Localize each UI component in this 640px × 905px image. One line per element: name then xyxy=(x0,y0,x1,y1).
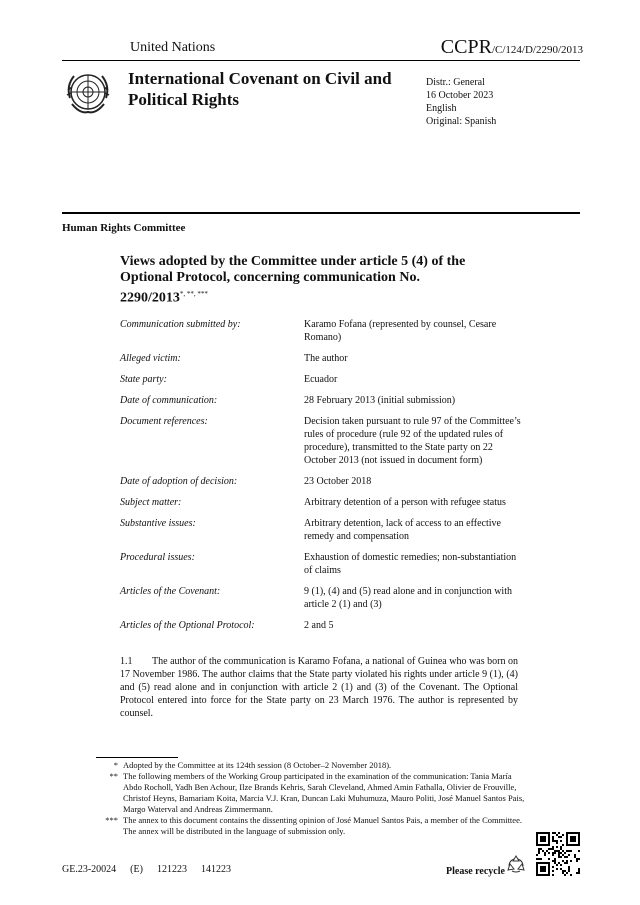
metadata-label: Substantive issues: xyxy=(120,518,196,529)
language: English xyxy=(426,103,457,114)
recycle-text: Please recycle xyxy=(446,866,505,877)
metadata-value: Decision taken pursuant to rule 97 of the Committee’s rules of procedure (rule 92 of the updated rules of procedure), transmitted to the State party on 22 October 2013 (not issued in document form) xyxy=(304,416,521,466)
metadata-label: Date of communication: xyxy=(120,395,218,406)
metadata-row xyxy=(120,496,530,509)
metadata-label: Alleged victim: xyxy=(120,353,181,364)
doc-number: GE.23-20024 xyxy=(62,864,117,875)
footnote-mark: ** xyxy=(109,771,118,781)
committee-name: Human Rights Committee xyxy=(62,222,186,234)
paragraph-text: The author of the communication is Karamo Fofana, a national of Guinea who was born on 17 November 1986. The author claims that the State party violated his rights under article 9 (1), (4) and (5) read alone and in conjunction with article 2 (1) and (3) of the Covenant. The Optional Protocol entered into force for the State party on 23 March 1976. The author is represented by counsel. xyxy=(120,656,518,719)
doc-lang: (E) xyxy=(130,864,143,875)
metadata-label: Articles of the Optional Protocol: xyxy=(120,620,255,631)
metadata-row xyxy=(120,415,530,467)
metadata-value: Exhaustion of domestic remedies; non-substantiation of claims xyxy=(304,552,517,576)
paragraph-1-1 xyxy=(120,655,518,720)
views-title-text: Views adopted by the Committee under article 5 (4) of the Optional Protocol, concerning communication No. 2290/2013 xyxy=(120,254,466,306)
metadata-value: 9 (1), (4) and (5) read alone and in conjunction with article 2 (1) and (3) xyxy=(304,586,512,610)
symbol-rest: /C/124/D/2290/2013 xyxy=(491,44,583,56)
metadata-table xyxy=(120,318,530,640)
metadata-label: Articles of the Covenant: xyxy=(120,586,221,597)
metadata-value: 23 October 2018 xyxy=(304,476,372,487)
metadata-value: Arbitrary detention, lack of access to an effective remedy and compensation xyxy=(304,518,501,542)
metadata-row xyxy=(120,551,530,577)
footnotes xyxy=(96,760,526,837)
doc-code-1: 121223 xyxy=(156,864,187,875)
metadata-label: Document references: xyxy=(120,416,208,427)
symbol-main: CCPR xyxy=(440,36,492,58)
metadata-row xyxy=(120,517,530,543)
metadata-row xyxy=(120,475,530,488)
footnote-text: The annex to this document contains the dissenting opinion of José Manuel Santos Pais, a member of the Committee. The annex will be distributed in the language of submission only. xyxy=(123,815,522,836)
footnote xyxy=(96,771,526,815)
paragraph-number: 1.1 xyxy=(120,656,133,667)
distribution: Distr.: General xyxy=(426,77,485,88)
metadata-row xyxy=(120,394,530,407)
metadata-label: Communication submitted by: xyxy=(120,319,241,330)
footnote xyxy=(96,760,526,771)
footnote-text: Adopted by the Committee at its 124th session (8 October–2 November 2018). xyxy=(123,760,392,770)
views-title xyxy=(120,254,470,307)
document-symbol xyxy=(441,36,583,59)
original-language: Original: Spanish xyxy=(426,116,497,127)
footnote-mark: * xyxy=(113,760,118,770)
metadata-row xyxy=(120,373,530,386)
footnote-text: The following members of the Working Group participated in the examination of the communication: Tania María Abdo Rocholl, Yadh Ben Achour, Ilze Brands Kehris, Sarah Cleveland, Ahmed Amin Fathalla, Olivier de Frouville, Christof Heyns, Bamariam Koita, Marcia V.J. Kran, Duncan Laki Muhumuza, Mauro Politi, José Manuel Santos Pais, Margo Waterval and Andreas Zimmermann. xyxy=(123,771,525,814)
metadata-value: Arbitrary detention of a person with refugee status xyxy=(304,497,506,508)
metadata-value: 28 February 2013 (initial submission) xyxy=(304,395,456,406)
footnote-separator xyxy=(96,757,178,758)
footnote xyxy=(96,815,526,837)
metadata-row xyxy=(120,585,530,611)
qr-code xyxy=(536,832,580,876)
metadata-value: 2 and 5 xyxy=(304,620,334,631)
distribution-block xyxy=(426,76,496,128)
issue-date: 16 October 2023 xyxy=(426,90,494,101)
metadata-row xyxy=(120,318,530,344)
organization-name: United Nations xyxy=(130,40,216,55)
recycle-icon xyxy=(506,854,526,874)
metadata-value: Karamo Fofana (represented by counsel, Cesare Romano) xyxy=(304,319,497,343)
un-emblem-icon xyxy=(62,68,114,120)
metadata-row xyxy=(120,619,530,632)
views-footnote-markers: *, **, *** xyxy=(179,290,208,298)
document-id xyxy=(62,864,245,875)
metadata-value: The author xyxy=(304,353,348,364)
metadata-label: Subject matter: xyxy=(120,497,182,508)
doc-code-2: 141223 xyxy=(200,864,231,875)
footnote-mark: *** xyxy=(105,815,118,825)
metadata-label: Date of adoption of decision: xyxy=(120,476,238,487)
document-title: International Covenant on Civil and Political Rights xyxy=(128,69,392,109)
header-rule xyxy=(62,60,580,61)
metadata-row xyxy=(120,352,530,365)
section-rule xyxy=(62,212,580,214)
metadata-value: Ecuador xyxy=(304,374,338,385)
metadata-label: State party: xyxy=(120,374,167,385)
metadata-label: Procedural issues: xyxy=(120,552,195,563)
